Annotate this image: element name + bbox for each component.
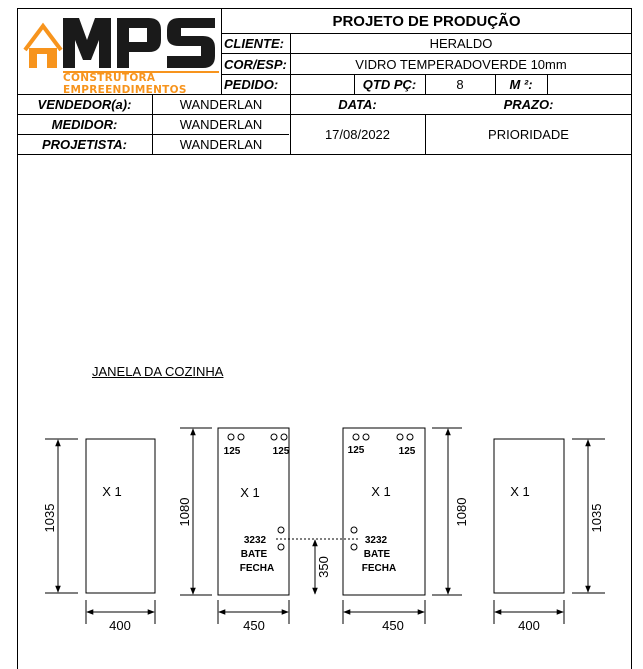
panel-3-qty: X 1: [371, 484, 391, 499]
panel-2-hole-right: 125: [272, 446, 290, 457]
vendedor-value: WANDERLAN: [179, 97, 263, 112]
prazo-label: PRAZO:: [503, 97, 554, 112]
cliente-value: HERALDO: [429, 36, 493, 51]
panel-2-note-line1: BATE: [240, 549, 268, 560]
panel-1-width: 400: [109, 618, 131, 633]
section-title: JANELA DA COZINHA: [92, 364, 224, 379]
projetista-value: WANDERLAN: [179, 137, 263, 152]
document-title: PROJETO DE PRODUÇÃO: [332, 12, 521, 30]
cor-value: VIDRO TEMPERADOVERDE 10mm: [355, 56, 567, 72]
panel-2-height: 1080: [177, 497, 192, 527]
vendedor-label: VENDEDOR(a):: [37, 97, 132, 112]
panel-3-note-code: 3232: [364, 535, 388, 546]
panel-4-qty: X 1: [510, 484, 530, 499]
panel-1: [86, 439, 155, 593]
panel-1-height: 1035: [42, 503, 57, 533]
pedido-label: PEDIDO:: [224, 77, 279, 92]
m2-label: M ²:: [509, 77, 533, 92]
panel-3-height: 1080: [454, 497, 469, 527]
projetista-label: PROJETISTA:: [42, 137, 127, 152]
medidor-value: WANDERLAN: [179, 117, 263, 132]
panel-2-note-code: 3232: [243, 535, 267, 546]
panel-4-height: 1035: [589, 503, 604, 533]
panel-1-qty: X 1: [102, 484, 122, 499]
panel-2-hole-left: 125: [223, 446, 241, 457]
panel-3-note-line2: FECHA: [361, 563, 397, 574]
logo-tagline: CONSTRUTORA EMPREENDIMENTOS: [63, 72, 187, 96]
panel-4: [494, 439, 564, 593]
qtd-label: QTD PÇ:: [362, 77, 417, 92]
panel-3-note-line1: BATE: [363, 549, 391, 560]
prazo-value: PRIORIDADE: [488, 127, 569, 142]
panel-2-width: 450: [243, 618, 265, 633]
panel-3-hole-left: 125: [347, 445, 365, 456]
medidor-label: MEDIDOR:: [51, 117, 118, 132]
panel-3-hole-right: 125: [398, 446, 416, 457]
handle-height: 350: [316, 556, 331, 578]
panel-4-width: 400: [518, 618, 540, 633]
data-label: DATA:: [338, 97, 377, 112]
cliente-label: CLIENTE:: [224, 36, 284, 51]
panel-3-width: 450: [382, 618, 404, 633]
qtd-value: 8: [456, 77, 464, 92]
panel-2-qty: X 1: [240, 485, 260, 500]
panel-2-note-line2: FECHA: [239, 563, 275, 574]
cor-label: COR/ESP:: [224, 56, 287, 72]
data-value: 17/08/2022: [324, 127, 391, 142]
